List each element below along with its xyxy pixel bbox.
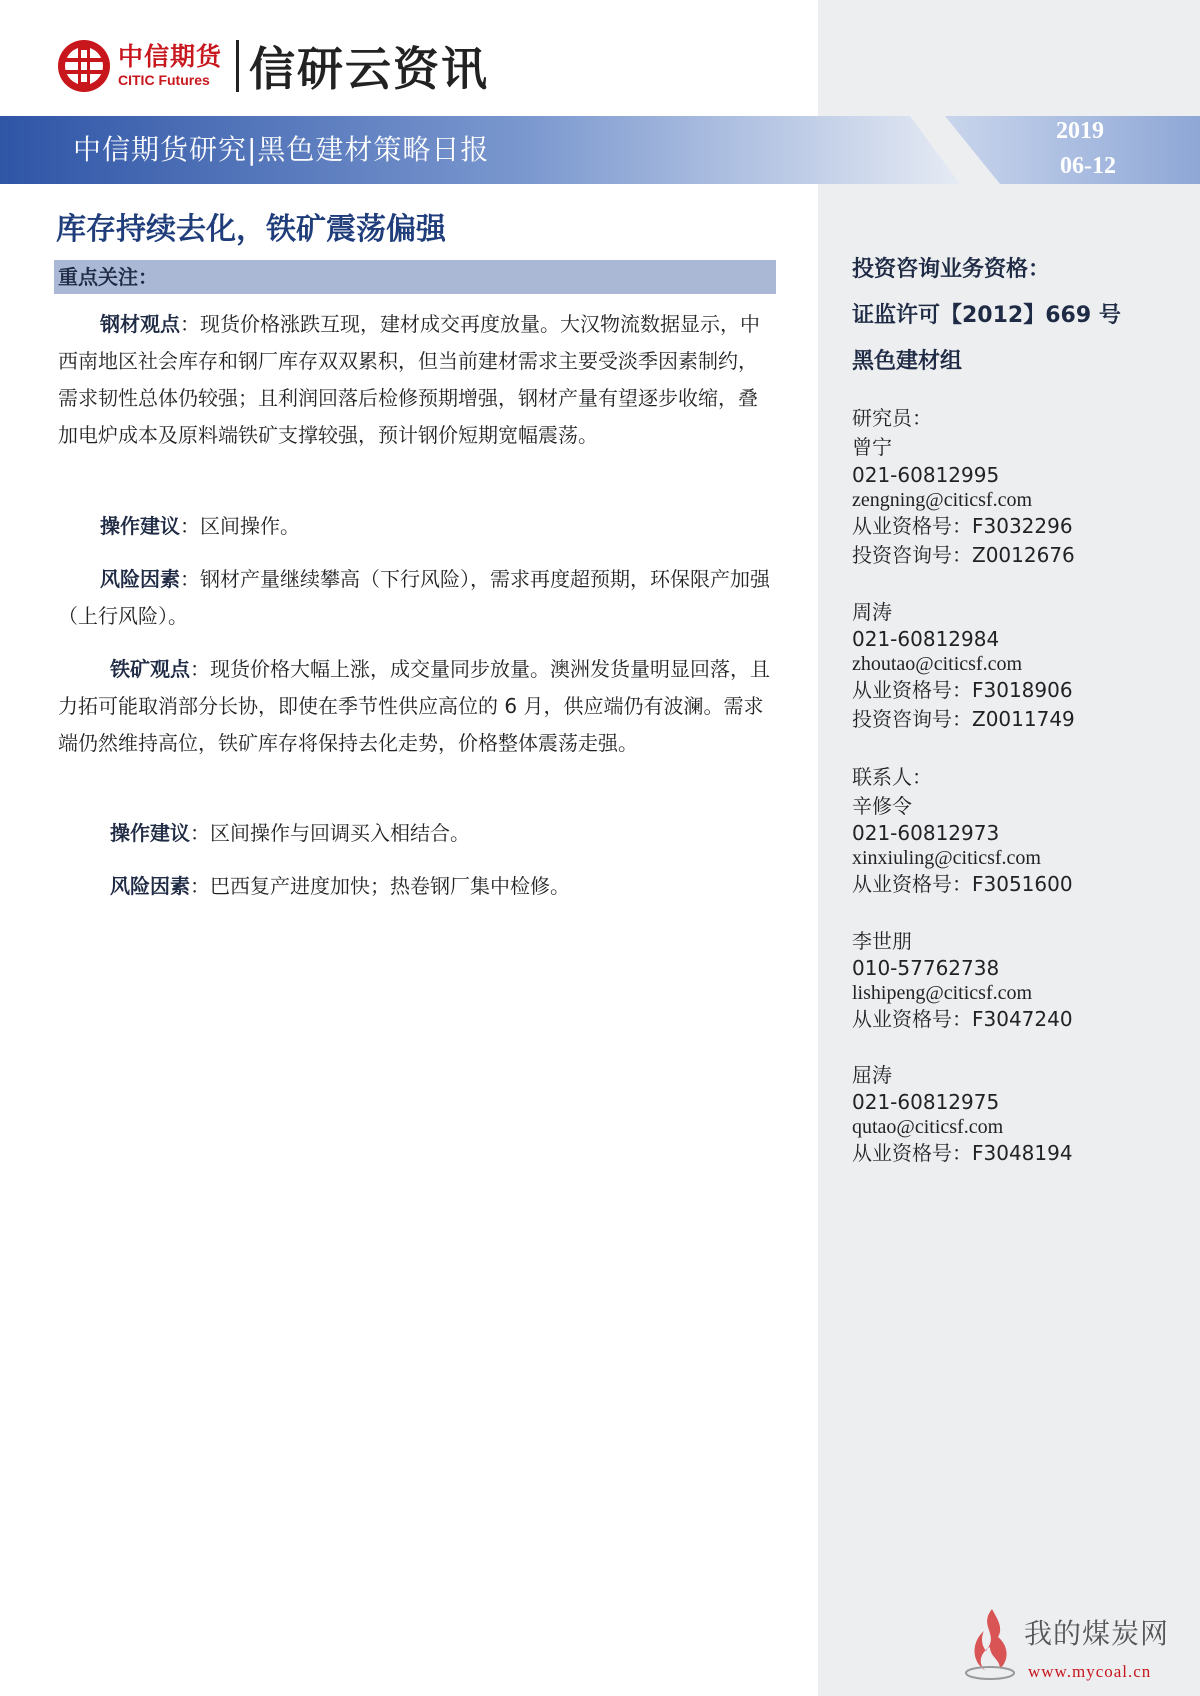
- footer-site-name: 我的煤炭网: [1024, 1617, 1170, 1650]
- paragraph-text: ：巴西复产进度加快；热卷钢厂集中检修。: [190, 874, 570, 898]
- person-email: qutao@citicsf.com: [852, 1116, 1004, 1138]
- person-cert: 从业资格号：F3048194: [852, 1141, 1073, 1165]
- steel-operation-paragraph: [58, 508, 770, 545]
- person-cert: 从业资格号：F3032296: [852, 514, 1073, 538]
- paragraph-keyword: 操作建议: [100, 514, 180, 538]
- footer-site-url[interactable]: www.mycoal.cn: [1028, 1662, 1152, 1681]
- person-name: 李世朋: [852, 929, 912, 953]
- citic-logo-icon: [56, 38, 112, 94]
- researcher-label: 研究员：: [852, 406, 932, 430]
- person-cert: 从业资格号：F3051600: [852, 872, 1073, 896]
- flame-logo-icon: [960, 1605, 1020, 1681]
- header-logo: [56, 36, 489, 96]
- paragraph-keyword: 风险因素: [110, 874, 190, 898]
- paragraph-text: ：现货价格涨跌互现，建材成交再度放量。大汉物流数据显示，中西南地区社会库存和钢厂库存双双累积，但当前建材需求主要受淡季因素制约，需求韧性总体仍较强；且利润回落后检修预期增强，钢材产量有望逐步收缩，叠加电炉成本及原料端铁矿支撑较强，预计钢价短期宽幅震荡。: [58, 312, 760, 447]
- focus-section-bar: [54, 260, 776, 294]
- logo-divider: [236, 40, 239, 92]
- report-title: 库存持续去化，铁矿震荡偏强: [56, 212, 446, 247]
- person-cert: 从业资格号：F3047240: [852, 1007, 1073, 1031]
- license-number: 证监许可【2012】669 号: [852, 303, 1121, 328]
- person-phone: 021-60812975: [852, 1090, 1000, 1114]
- person-name: 辛修令: [852, 794, 912, 818]
- iron-ore-view-paragraph: [58, 651, 770, 762]
- steel-view-paragraph: [58, 306, 770, 454]
- person-email: zhoutao@citicsf.com: [852, 653, 1023, 675]
- banner-title: 中信期货研究|黑色建材策略日报: [73, 133, 490, 166]
- person-email: lishipeng@citicsf.com: [852, 982, 1033, 1004]
- paragraph-text: ：钢材产量继续攀高（下行风险），需求再度超预期，环保限产加强（上行风险）。: [58, 567, 770, 628]
- person-name: 屈涛: [852, 1063, 892, 1087]
- contact-label: 联系人：: [852, 765, 932, 789]
- paragraph-text: ：区间操作。: [180, 514, 300, 538]
- paragraph-keyword: 钢材观点: [100, 312, 180, 336]
- brand-name: 信研云资讯: [249, 42, 490, 96]
- person-email: xinxiuling@citicsf.com: [852, 847, 1041, 869]
- person-name: 周涛: [852, 600, 892, 624]
- person-phone: 010-57762738: [852, 956, 1000, 980]
- person-cert: 从业资格号：F3018906: [852, 678, 1073, 702]
- report-date: 06-12: [1060, 153, 1116, 179]
- person-phone: 021-60812995: [852, 463, 1000, 487]
- focus-section-label: 重点关注：: [58, 265, 158, 289]
- person-advice-number: 投资咨询号：Z0011749: [852, 707, 1075, 731]
- logo-chinese-name: 中信期货: [118, 42, 223, 71]
- person-phone: 021-60812984: [852, 627, 1000, 651]
- report-year: 2019: [1056, 118, 1104, 144]
- paragraph-keyword: 铁矿观点: [110, 657, 190, 681]
- iron-ore-risk-paragraph: [58, 868, 770, 905]
- logo-english-name: CITIC Futures: [118, 72, 210, 88]
- paragraph-text: ：区间操作与回调买入相结合。: [190, 821, 470, 845]
- person-phone: 021-60812973: [852, 821, 1000, 845]
- iron-ore-operation-paragraph: [58, 815, 770, 852]
- paragraph-text: ：现货价格大幅上涨，成交量同步放量。澳洲发货量明显回落，且力拓可能取消部分长协，即使在季节性供应高位的 6 月，供应端仍有波澜。需求端仍然维持高位，铁矿库存将保持去化走势，价格整体震荡走强。: [58, 657, 770, 755]
- paragraph-keyword: 风险因素: [100, 567, 180, 591]
- research-group: 黑色建材组: [852, 349, 963, 374]
- person-email: zengning@citicsf.com: [852, 489, 1033, 511]
- person-name: 曾宁: [852, 435, 892, 459]
- qualification-title: 投资咨询业务资格：: [852, 257, 1051, 282]
- steel-risk-paragraph: [58, 561, 770, 635]
- paragraph-keyword: 操作建议: [110, 821, 190, 845]
- person-advice-number: 投资咨询号：Z0012676: [852, 543, 1075, 567]
